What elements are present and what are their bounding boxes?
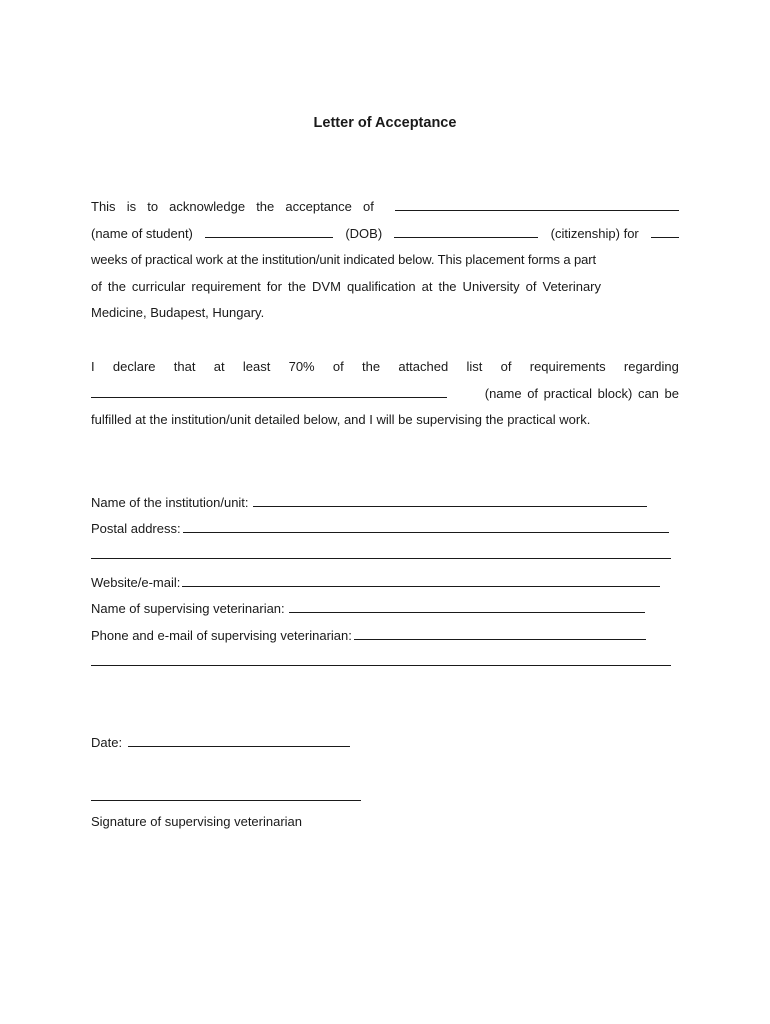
postal-address-second-line[interactable] bbox=[91, 558, 671, 559]
para2-line3: fulfilled at the institution/unit detailed below, and I will be supervising the practical work. bbox=[91, 412, 591, 427]
phone-email-input[interactable] bbox=[354, 638, 646, 640]
signature-line[interactable] bbox=[91, 800, 361, 801]
para2-word: of bbox=[332, 359, 344, 374]
para1-line4: of the curricular requirement for the DVM qualification at the University of Veterinary bbox=[91, 278, 602, 294]
para1-word: This bbox=[91, 199, 116, 214]
paragraph-acknowledgement bbox=[91, 194, 679, 327]
para2-word: that bbox=[173, 359, 196, 374]
para2-line2 bbox=[91, 381, 679, 408]
citizenship-label: (citizenship) for bbox=[550, 225, 639, 241]
para1-word: acknowledge bbox=[169, 199, 246, 214]
para2-word: the bbox=[362, 359, 381, 374]
dob-blank[interactable] bbox=[394, 224, 538, 238]
phone-field-row bbox=[91, 625, 646, 643]
para1-line5: Medicine, Budapest, Hungary. bbox=[91, 305, 265, 320]
practical-block-label: (name of practical block) can be bbox=[484, 385, 679, 401]
para2-word: list bbox=[466, 359, 483, 374]
document-title: Letter of Acceptance bbox=[313, 115, 457, 131]
para2-word: of bbox=[500, 359, 512, 374]
phone-email-second-line[interactable] bbox=[91, 665, 671, 666]
para1-line1 bbox=[91, 194, 679, 221]
supervising-vet-input[interactable] bbox=[289, 611, 645, 613]
website-email-label: Website/e-mail: bbox=[91, 575, 181, 590]
date-label: Date: bbox=[91, 735, 123, 750]
para2-word: 70% bbox=[288, 359, 315, 374]
website-email-input[interactable] bbox=[182, 585, 660, 587]
para1-word: acceptance bbox=[285, 199, 352, 214]
student-name-field[interactable] bbox=[205, 224, 333, 238]
weeks-blank[interactable] bbox=[651, 224, 679, 238]
postal-address-input[interactable] bbox=[183, 531, 669, 533]
institution-label: Name of the institution/unit: bbox=[91, 495, 249, 510]
phone-email-label: Phone and e-mail of supervising veterinarian: bbox=[91, 628, 352, 643]
para1-line2 bbox=[91, 221, 679, 248]
para1-line3: weeks of practical work at the institution/unit indicated below. This placement forms a part bbox=[91, 252, 597, 267]
paragraph-declaration bbox=[91, 354, 679, 434]
postal-address-label: Postal address: bbox=[91, 521, 181, 536]
para2-word: attached bbox=[398, 359, 449, 374]
postal-field-row bbox=[91, 518, 669, 536]
name-of-student-label: (name of student) bbox=[91, 225, 193, 241]
student-name-blank[interactable] bbox=[395, 197, 679, 211]
date-input[interactable] bbox=[128, 745, 350, 747]
supervising-vet-label: Name of supervising veterinarian: bbox=[91, 601, 285, 616]
para1-word: the bbox=[256, 199, 275, 214]
supervisor-field-row bbox=[91, 598, 645, 616]
institution-field-row bbox=[91, 492, 647, 510]
para2-word: requirements bbox=[529, 359, 606, 374]
para2-word: at bbox=[213, 359, 225, 374]
para2-word: regarding bbox=[623, 359, 679, 374]
para1-word: is bbox=[126, 199, 137, 214]
practical-block-blank[interactable] bbox=[91, 384, 447, 398]
date-field-row bbox=[91, 732, 350, 750]
para2-line1 bbox=[91, 354, 679, 381]
para1-word: of bbox=[363, 199, 374, 214]
dob-label: (DOB) bbox=[345, 225, 383, 241]
para1-word: to bbox=[147, 199, 159, 214]
para2-word: I bbox=[91, 359, 95, 374]
para2-word: least bbox=[242, 359, 271, 374]
para2-word: declare bbox=[112, 359, 156, 374]
signature-label: Signature of supervising veterinarian bbox=[91, 814, 303, 829]
website-field-row bbox=[91, 572, 660, 590]
institution-input[interactable] bbox=[253, 505, 647, 507]
